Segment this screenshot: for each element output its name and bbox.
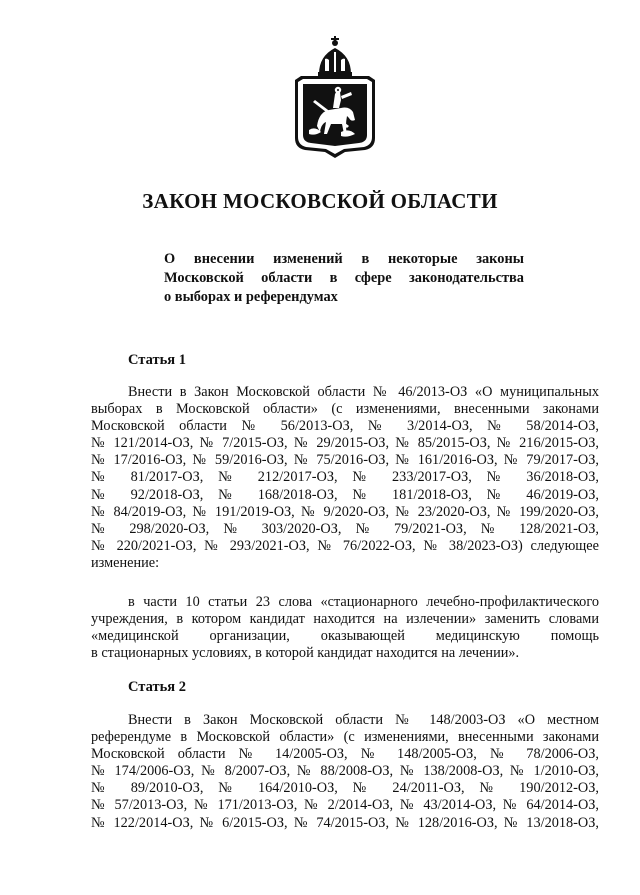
article-2-paragraph-1: [91, 712, 599, 832]
text-line: в стационарных условиях, в которой кандидат находится на лечении».: [91, 645, 520, 662]
law-subject: [164, 250, 524, 307]
law-title: ЗАКОН МОСКОВСКОЙ ОБЛАСТИ: [142, 189, 498, 213]
subject-line: Московской области в сфере законодательства: [164, 270, 524, 286]
text-line: № 17/2016-ОЗ, № 59/2016-ОЗ, № 75/2016-ОЗ, № 161/2016-ОЗ, № 79/2017-ОЗ,: [91, 452, 599, 469]
text-line: № 174/2006-ОЗ, № 8/2007-ОЗ, № 88/2008-ОЗ, № 138/2008-ОЗ, № 1/2010-ОЗ,: [91, 763, 599, 780]
article-1-paragraph-1: [91, 384, 599, 572]
article-1-heading: Статья 1: [128, 352, 186, 368]
text-line: изменение:: [91, 554, 160, 571]
subject-line: о выборах и референдумах: [164, 289, 338, 305]
text-line: учреждения, в котором кандидат находится на излечении» заменить словами: [91, 611, 599, 628]
text-line: № 298/2020-ОЗ, № 303/2020-ОЗ, № 79/2021-ОЗ, № 128/2021-ОЗ,: [91, 520, 599, 537]
text-line: № 92/2018-ОЗ, № 168/2018-ОЗ, № 181/2018-ОЗ, № 46/2019-ОЗ,: [91, 486, 599, 503]
text-line: Внести в Закон Московской области № 148/2003-ОЗ «О местном: [128, 712, 599, 728]
text-line: № 220/2021-ОЗ, № 293/2021-ОЗ, № 76/2022-ОЗ, № 38/2023-ОЗ) следующее: [91, 537, 599, 554]
text-line: «медицинской организации, оказывающей медицинскую помощь: [91, 628, 599, 645]
text-line: № 122/2014-ОЗ, № 6/2015-ОЗ, № 74/2015-ОЗ, № 128/2016-ОЗ, № 13/2018-ОЗ,: [91, 814, 599, 831]
text-line: Московской области № 14/2005-ОЗ, № 148/2005-ОЗ, № 78/2006-ОЗ,: [91, 746, 599, 763]
moscow-oblast-coat-of-arms-icon: [289, 34, 381, 160]
subject-line: О внесении изменений в некоторые законы: [164, 251, 524, 267]
text-line: № 57/2013-ОЗ, № 171/2013-ОЗ, № 2/2014-ОЗ, № 43/2014-ОЗ, № 64/2014-ОЗ,: [91, 797, 599, 814]
article-2-heading: Статья 2: [128, 679, 186, 695]
text-line: референдуме в Московской области» (с изменениями, внесенными законами: [91, 729, 599, 746]
text-line: № 84/2019-ОЗ, № 191/2019-ОЗ, № 9/2020-ОЗ, № 23/2020-ОЗ, № 199/2020-ОЗ,: [91, 503, 599, 520]
text-line: Московской области № 56/2013-ОЗ, № 3/2014-ОЗ, № 58/2014-ОЗ,: [91, 418, 599, 435]
text-line: выборах в Московской области» (с изменениями, внесенными законами: [91, 401, 599, 418]
text-line: № 89/2010-ОЗ, № 164/2010-ОЗ, № 24/2011-ОЗ, № 190/2012-ОЗ,: [91, 780, 599, 797]
text-line: Внести в Закон Московской области № 46/2013-ОЗ «О муниципальных: [128, 384, 599, 400]
article-1-paragraph-2: [91, 594, 599, 662]
text-line: № 81/2017-ОЗ, № 212/2017-ОЗ, № 233/2017-ОЗ, № 36/2018-ОЗ,: [91, 469, 599, 486]
coat-of-arms-emblem: [289, 34, 381, 160]
text-line: № 121/2014-ОЗ, № 7/2015-ОЗ, № 29/2015-ОЗ, № 85/2015-ОЗ, № 216/2015-ОЗ,: [91, 435, 599, 452]
text-line: в части 10 статьи 23 слова «стационарного лечебно-профилактического: [128, 594, 599, 610]
